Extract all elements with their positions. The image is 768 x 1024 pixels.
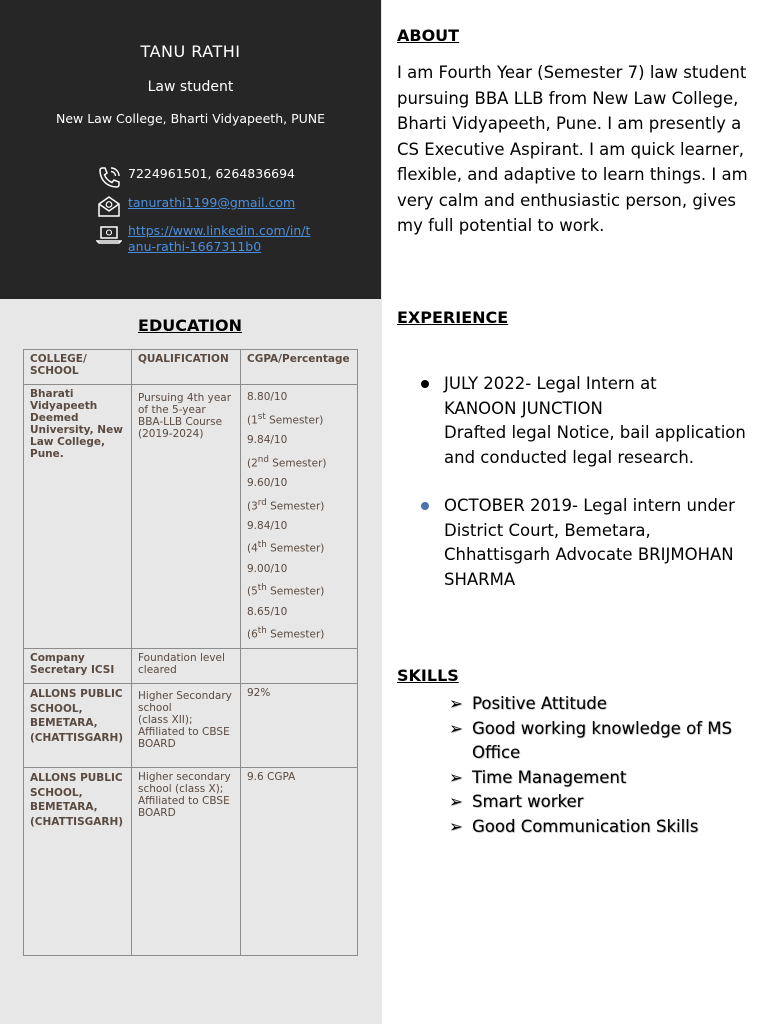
qualification-cell (132, 684, 241, 768)
bullet-icon (421, 502, 429, 510)
cgpa-value: 9.60/10 (247, 476, 288, 489)
qualification-text: Higher Secondary school (138, 690, 232, 715)
profile-header (0, 0, 381, 299)
qualification-text: Pursuing 4th year of the 5-year BBA-LLB Course (138, 392, 232, 428)
college-cell: Bharati Vidyapeeth Deemed University, New Law College, Pune. (24, 385, 132, 649)
list-item: ➢ Smart worker (449, 790, 759, 815)
list-item: ➢ Good Communication Skills (449, 815, 759, 840)
list-item: OCTOBER 2019- Legal intern under District Court, Bemetara, Chhattisgarh Advocate BRIJMOHAN SHARMA (397, 494, 757, 592)
bullet-icon (421, 380, 429, 388)
phone-numbers: 7224961501, 6264836694 (128, 166, 296, 181)
column-header: QUALIFICATION (132, 350, 241, 385)
arrow-right-icon: ➢ (449, 792, 463, 811)
cgpa-cell: 9.6 CGPA (241, 768, 358, 956)
skills-title: SKILLS (397, 666, 459, 685)
table-row (24, 649, 358, 684)
cgpa-value: 8.65/10 (247, 605, 288, 618)
college-cell: Company Secretary ICSI (24, 649, 132, 684)
college-cell: ALLONS PUBLIC SCHOOL, BEMETARA, (CHATTISGARH) (24, 768, 132, 956)
email-link[interactable]: tanurathi1199@gmail.com (128, 195, 296, 210)
list-item: ➢ Good working knowledge of MS Office (449, 718, 732, 762)
qualification-cell: Foundation level cleared (132, 649, 241, 684)
qualification-detail: (class XII); Affiliated to CBSE BOARD (138, 714, 230, 751)
cgpa-cell: 92% (241, 684, 358, 768)
profile-role: Law student (147, 79, 234, 95)
qualification-years: (2019-2024) (138, 428, 204, 440)
skills-list (449, 692, 759, 839)
semester-label: (1st Semester) (247, 411, 324, 427)
arrow-right-icon: ➢ (449, 718, 463, 738)
about-text: I am Fourth Year (Semester 7) law student pursuing BBA LLB from New Law College, Bharti Vidyapeeth, Pune. I am presently a CS Executive Aspirant. I am quick learner, flexible, and adaptive to learn things. I am very calm and enthusiastic person, gives my full potential to work. (397, 63, 748, 235)
arrow-right-icon: ➢ (449, 694, 463, 713)
phone-row (96, 166, 295, 188)
cgpa-value: 9.84/10 (247, 433, 288, 446)
cgpa-value: 9.84/10 (247, 519, 288, 532)
column-header: COLLEGE/ SCHOOL (24, 350, 132, 385)
table-row (24, 768, 358, 956)
semester-label: (4th Semester) (247, 540, 325, 555)
qualification-cell (132, 385, 241, 649)
profile-name: TANU RATHI (140, 42, 241, 61)
column-header: CGPA/Percentage (241, 350, 358, 385)
cgpa-value: 8.80/10 (247, 391, 288, 403)
linkedin-link[interactable]: https://www.linkedin.com/in/tanu-rathi-1667311b0 (128, 223, 311, 254)
education-title: EDUCATION (138, 316, 242, 335)
about-title: ABOUT (397, 26, 460, 45)
experience-list (397, 372, 757, 616)
table-row (24, 385, 358, 649)
phone-icon (96, 166, 122, 188)
linkedin-row (96, 223, 313, 255)
semester-label: (5th Semester) (247, 583, 325, 598)
list-item: ➢ Time Management (449, 766, 759, 791)
cgpa-cell (241, 385, 358, 649)
list-item: ➢ Positive Attitude (449, 692, 759, 717)
arrow-right-icon: ➢ (449, 767, 463, 787)
list-item: JULY 2022- Legal Intern at KANOON JUNCTION Drafted legal Notice, bail application and conducted legal research. (397, 372, 757, 470)
email-row (96, 195, 295, 217)
laptop-icon (96, 223, 122, 245)
education-table (23, 349, 358, 956)
profile-college: New Law College, Bharti Vidyapeeth, PUNE (55, 111, 326, 126)
cgpa-value: 9.00/10 (247, 562, 288, 575)
email-icon (96, 195, 122, 217)
table-header-row (24, 350, 358, 385)
semester-label: (3rd Semester) (247, 497, 325, 513)
semester-label: (2nd Semester) (247, 454, 327, 470)
cgpa-cell (241, 649, 358, 684)
experience-title: EXPERIENCE (397, 308, 509, 327)
qualification-cell: Higher secondary school (class X); Affiliated to CBSE BOARD (132, 768, 241, 956)
semester-label: (6th Semester) (247, 626, 325, 641)
college-cell: ALLONS PUBLIC SCHOOL, BEMETARA, (CHATTISGARH) (24, 684, 132, 768)
table-row (24, 684, 358, 768)
arrow-right-icon: ➢ (449, 816, 463, 836)
